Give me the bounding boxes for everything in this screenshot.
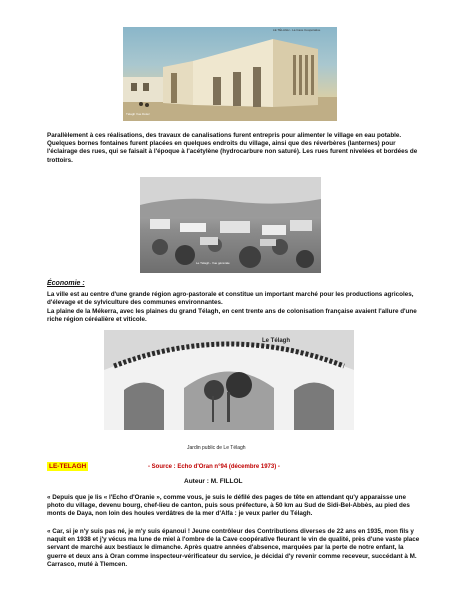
photo-caption-right: LE TÉLAGH - La Cave Coopérative — [273, 28, 321, 32]
cave-building-drawing — [123, 27, 337, 121]
le-telagh-tag: LE-TELAGH — [49, 463, 87, 470]
aerial-village-photo — [140, 177, 321, 273]
photo-caption-left: Télagh Vue Dolez — [126, 112, 150, 116]
economie-paragraph-1: La ville est au centre d'une grande région agro-pastorale et constitue un important marché pour les productions agricoles, d'élevage et de sylviculture des communes environnantes. — [47, 291, 414, 307]
article-source: - Source : Echo d'Oran n°94 (décembre 1973) - — [148, 464, 280, 470]
aerial-village-drawing — [140, 177, 321, 273]
article-quote-1: « Depuis que je lis « l'Echo d'Oranie », comme vous, je suis le défilé des pages de tête en attendant qu'y apparaisse une photo du village, devenu bourg, chef-lieu de canton, puis sous préfecture, à 50 km au Sud de Sidi-Bel-Abbès, au pied des monts de Daya, non loin des houles verdâtres de la mer d'Alfa : je veux parler du Télagh. — [47, 494, 410, 518]
cave-cooperative-photo — [123, 27, 337, 121]
public-garden-photo — [104, 330, 354, 430]
article-author: Auteur : M. FILLOL — [184, 478, 243, 485]
article-quote-2: « Car, si je n'y suis pas né, je m'y suis épanoui ! Jeune contrôleur des Contributions diverses de 22 ans en 1935, mon fils y naquit en 1938 et j'y vécus ma lune de miel à l'ombre de la Cave coopérative fleurant le vin de qualité, près d'une vaste place servant de marché aux bestiaux le dimanche. Après quatre années d'absence, marquées par la perte de notre enfant, la guerre et deux ans à Oran comme inspecteur-vérificateur du service, je décidai d'y revenir comme receveur, succédant à M. Carrasco, muté à Tlemcen. — [47, 528, 420, 568]
aerial-photo-caption: Le Télagh - Vue générale — [196, 261, 230, 265]
garden-photo-inscription: Le Télagh — [262, 338, 291, 344]
garden-photo-caption: Jardin public de Le Télagh — [187, 445, 246, 451]
economie-heading: Économie : — [47, 280, 85, 287]
paragraph-water-works: Parallèlement à ces réalisations, des travaux de canalisations furent entrepris pour alimenter le village en eau potable. Quelques bornes fontaines furent placées en quelques endroits du village, ainsi que des réverbères (lanternes) pour l'éclairage des rues, qui se faisait à l'époque à l'acétylène (hydrocarbure non saturé). Les rues furent nivelées et bordées de trottoirs. — [47, 132, 418, 164]
economie-paragraph-2: La plaine de la Mékerra, avec les plaines du grand Télagh, en cent trente ans de colonisation française avaient l'allure d'une riche région céréalière et viticole. — [47, 308, 417, 324]
garden-arch-drawing — [104, 330, 354, 430]
